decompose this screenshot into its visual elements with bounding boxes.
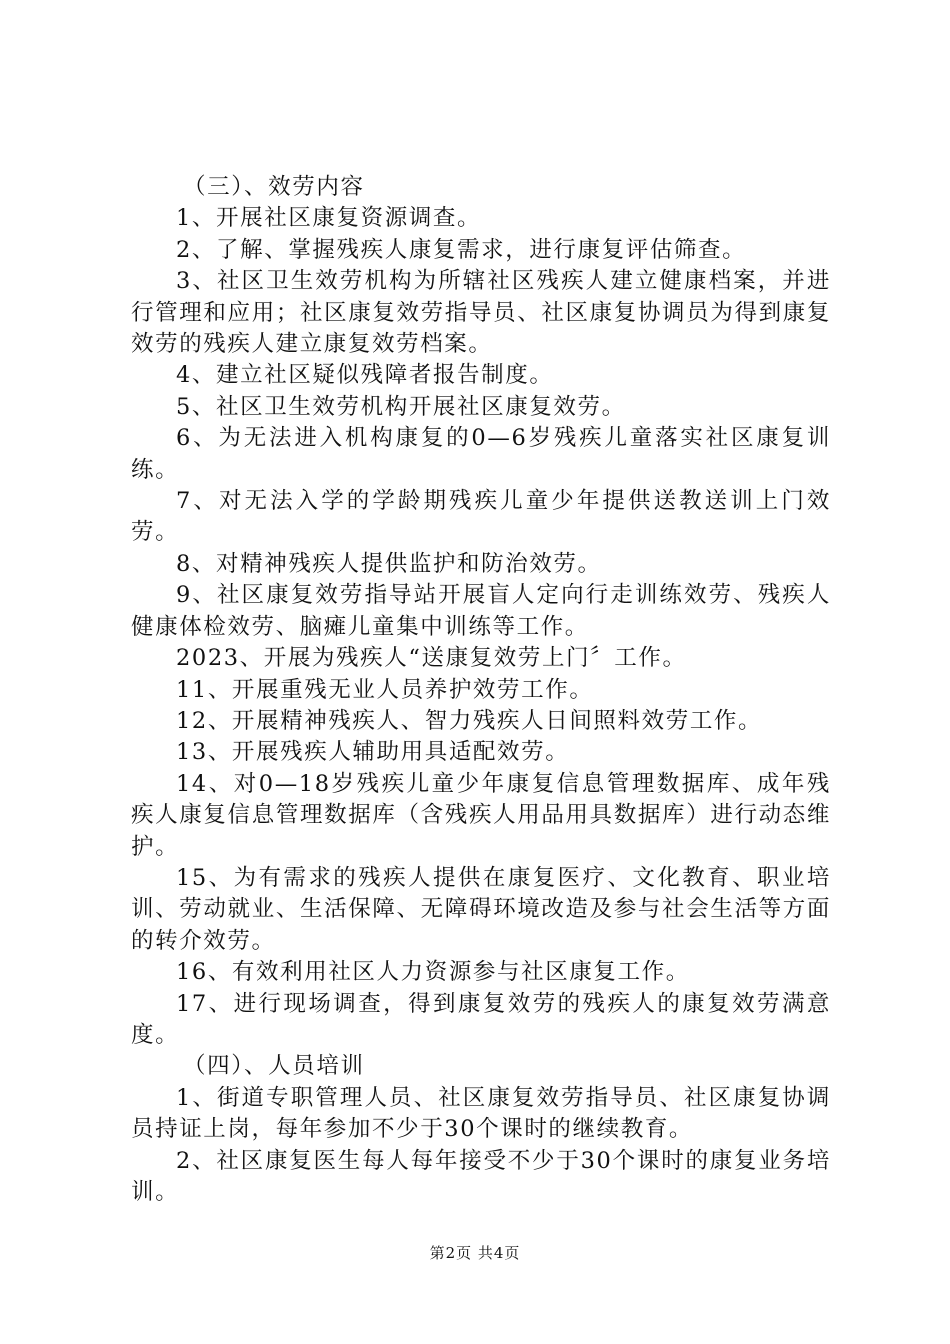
section-heading-training: （四）、人员培训 — [183, 1053, 365, 1080]
page-footer — [0, 1242, 950, 1263]
list-item: 12、开展精神残疾人、智力残疾人日间照料效劳工作。 — [176, 707, 763, 734]
list-item: 9、社区康复效劳指导站开展盲人定向行走训练效劳、残疾人健康体检效劳、脑瘫儿童集中训练等工作。 — [131, 582, 831, 640]
list-item: 5、社区卫生效劳机构开展社区康复效劳。 — [176, 393, 626, 420]
list-item: 13、开展残疾人辅助用具适配效劳。 — [176, 739, 570, 766]
list-item: 17、进行现场调查，得到康复效劳的残疾人的康复效劳满意度。 — [131, 990, 831, 1048]
list-item: 14、对0—18岁残疾儿童少年康复信息管理数据库、成年残疾人康复信息管理数据库（含残疾人用品用具数据库）进行动态维护。 — [131, 770, 831, 860]
section-heading-services: （三）、效劳内容 — [183, 174, 365, 200]
list-item: 2023、开展为残疾人“送康复效劳上门〞工作。 — [176, 645, 687, 672]
list-item: 1、街道专职管理人员、社区康复效劳指导员、社区康复协调员持证上岗，每年参加不少于30个课时的继续教育。 — [131, 1084, 831, 1143]
list-item: 2、社区康复医生每人每年接受不少于30个课时的康复业务培训。 — [131, 1147, 831, 1205]
list-item: 8、对精神残疾人提供监护和防治效劳。 — [176, 550, 602, 577]
list-item: 3、社区卫生效劳机构为所辖社区残疾人建立健康档案，并进行管理和应用；社区康复效劳指导员、社区康复协调员为得到康复效劳的残疾人建立康复效劳档案。 — [131, 268, 831, 358]
list-item: 11、开展重残无业人员养护效劳工作。 — [176, 676, 594, 703]
list-item: 15、为有需求的残疾人提供在康复医疗、文化教育、职业培训、劳动就业、生活保障、无障碍环境改造及参与社会生活等方面的转介效劳。 — [131, 864, 831, 954]
page-number: 第2页 共4页 — [429, 1244, 521, 1262]
list-item: 7、对无法入学的学龄期残疾儿童少年提供送教送训上门效劳。 — [131, 488, 831, 546]
list-item: 4、建立社区疑似残障者报告制度。 — [176, 362, 554, 389]
list-item: 6、为无法进入机构康复的0—6岁残疾儿童落实社区康复训练。 — [131, 425, 831, 483]
document-body — [131, 172, 831, 1208]
list-item: 1、开展社区康复资源调查。 — [176, 205, 482, 232]
list-item: 2、了解、掌握残疾人康复需求，进行康复评估筛查。 — [176, 236, 747, 263]
list-item: 16、有效利用社区人力资源参与社区康复工作。 — [176, 959, 690, 986]
